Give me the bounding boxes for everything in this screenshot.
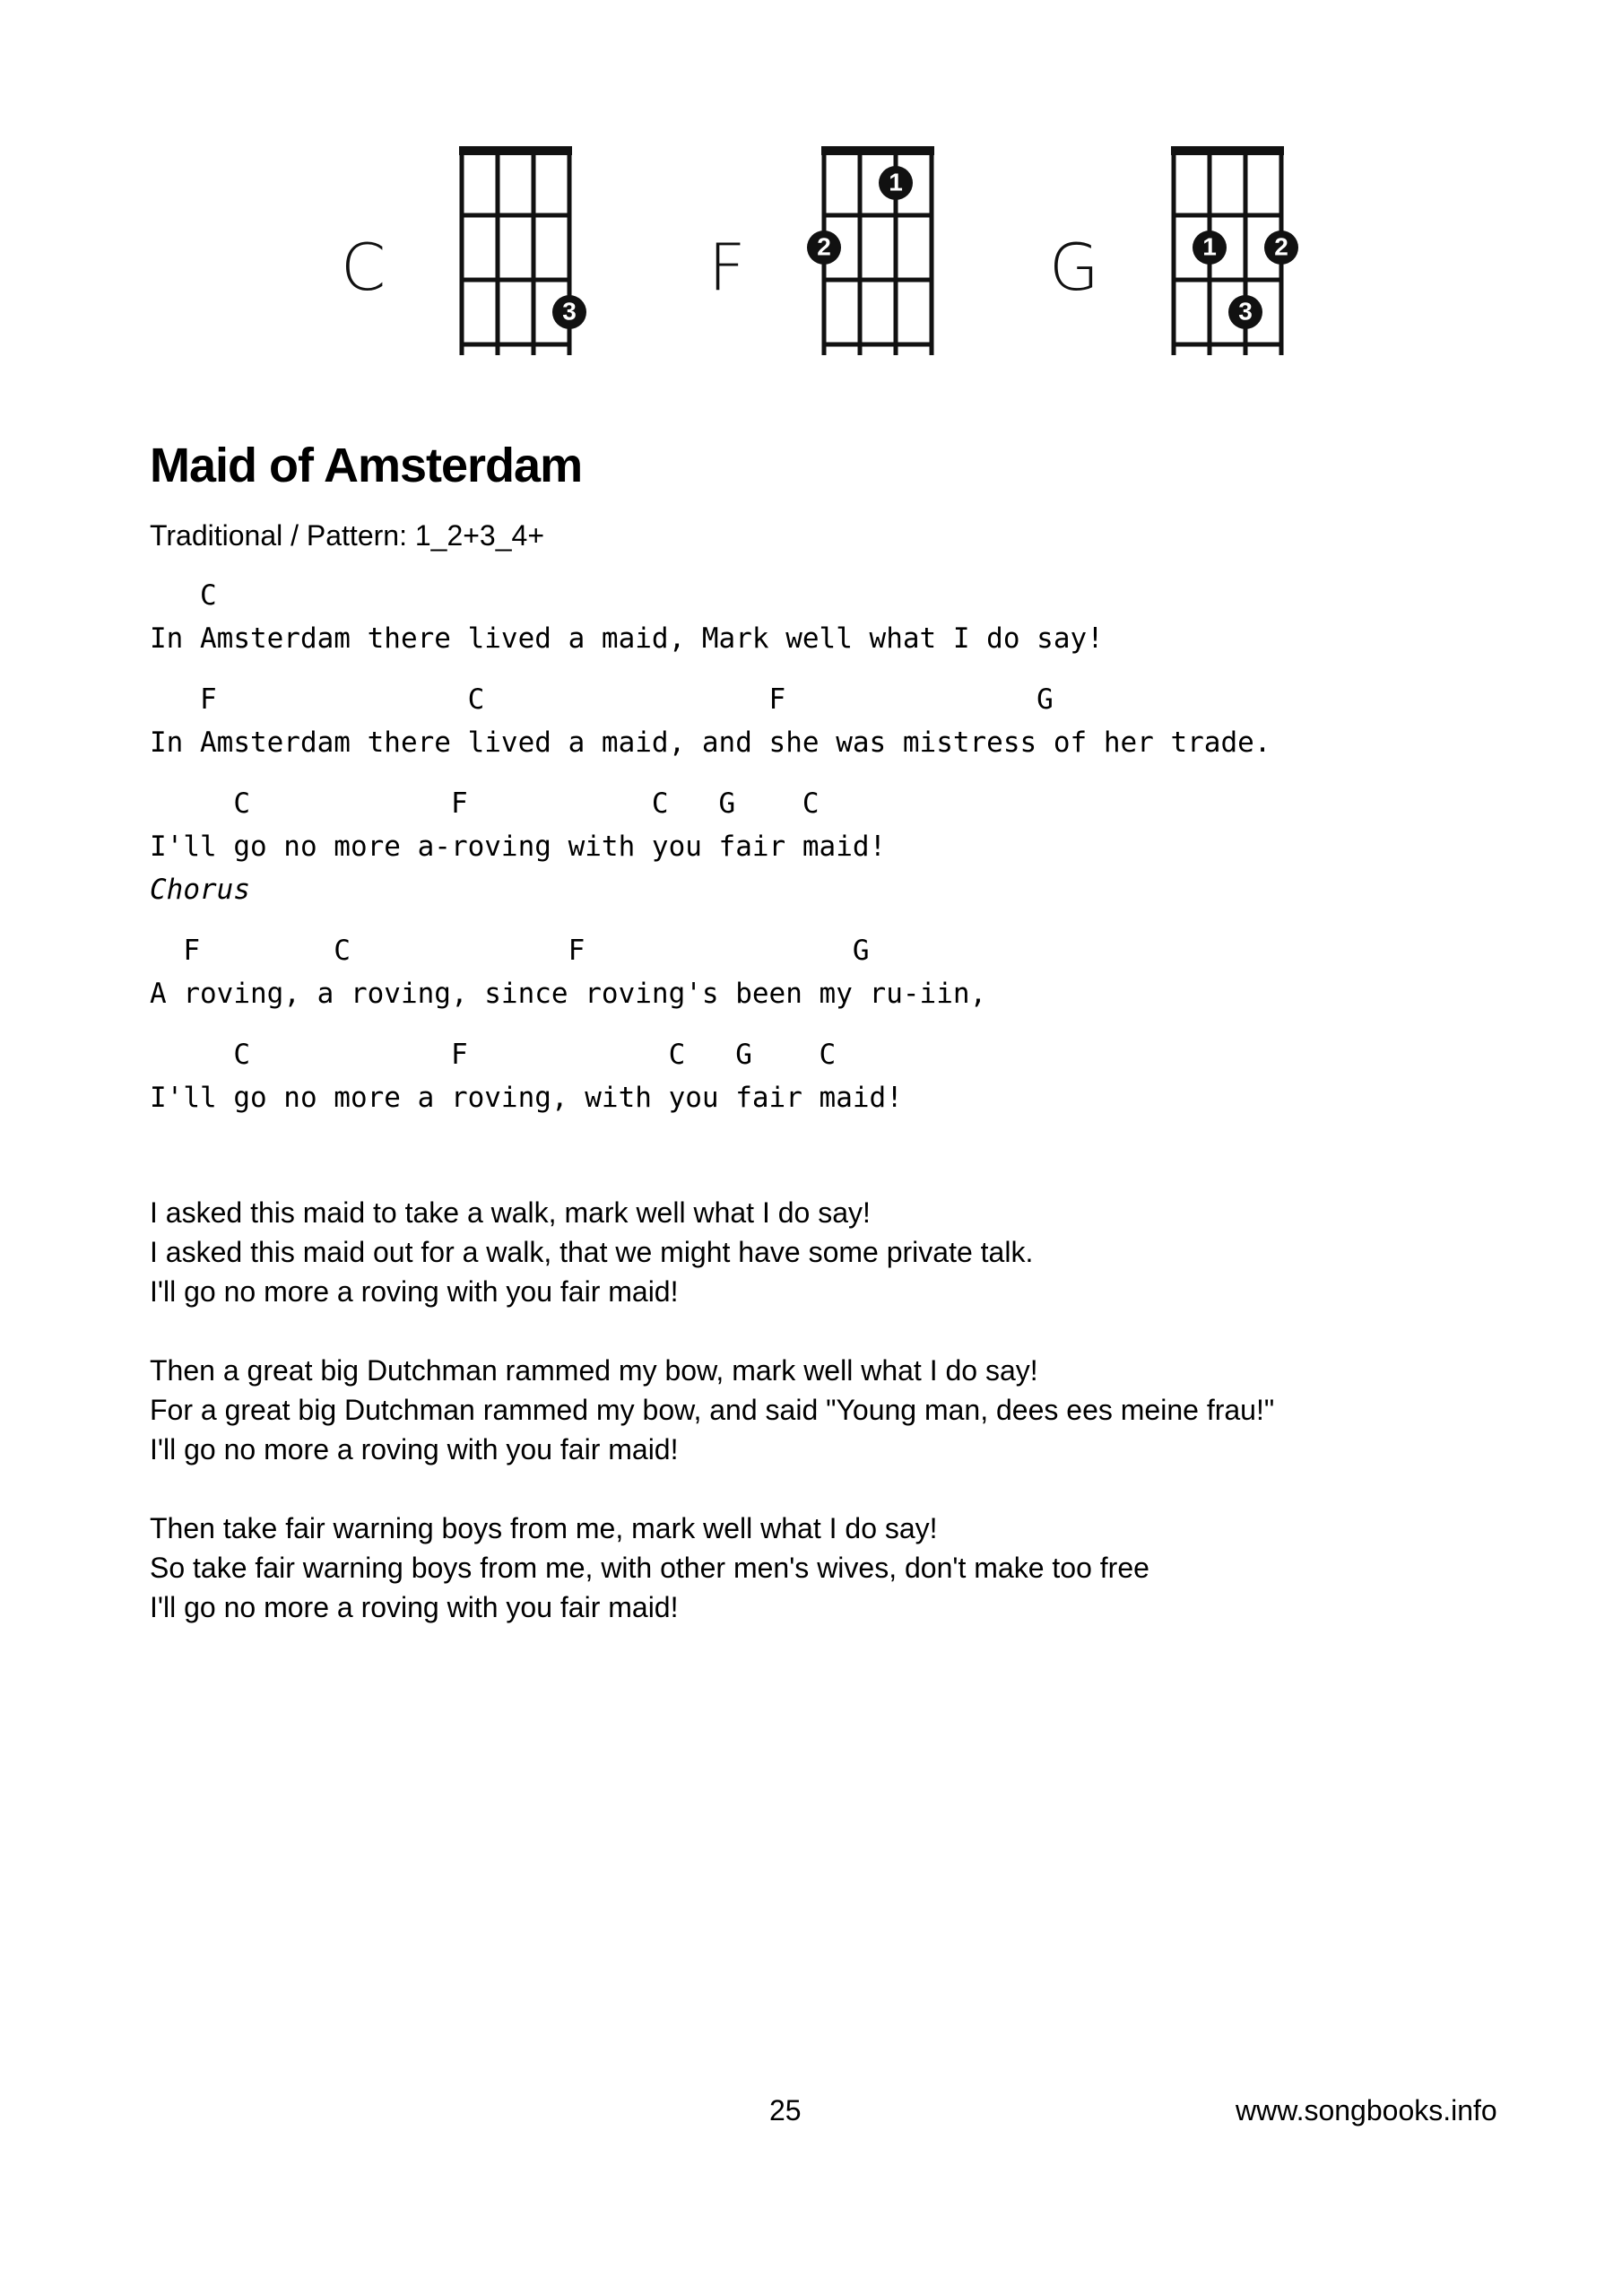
chord-line: C bbox=[150, 579, 217, 612]
verse-line: I asked this maid out for a walk, that we might have some private talk. bbox=[150, 1236, 1034, 1268]
chord-sheet bbox=[150, 574, 1271, 1137]
finger-dot bbox=[1193, 230, 1227, 265]
lyric-line: A roving, a roving, since roving's been my ru-iin, bbox=[150, 978, 987, 1010]
verse-line: So take fair warning boys from me, with other men's wives, don't make too free bbox=[150, 1552, 1149, 1584]
finger-number: 1 bbox=[889, 168, 903, 196]
finger-dot bbox=[807, 230, 841, 265]
nut bbox=[459, 146, 572, 155]
verse-line: Then a great big Dutchman rammed my bow, mark well what I do say! bbox=[150, 1354, 1038, 1387]
finger-dot bbox=[1264, 230, 1298, 265]
chord-diagram-c bbox=[448, 144, 592, 368]
lyric-line: I'll go no more a roving, with you fair maid! bbox=[150, 1082, 903, 1114]
verse-line: I'll go no more a roving with you fair maid! bbox=[150, 1433, 679, 1465]
lyric-line: In Amsterdam there lived a maid, and she was mistress of her trade. bbox=[150, 726, 1271, 759]
finger-number: 2 bbox=[817, 232, 831, 261]
chord-diagrams bbox=[0, 0, 1622, 386]
lyric-line: In Amsterdam there lived a maid, Mark well what I do say! bbox=[150, 622, 1104, 655]
chord-name-f: F bbox=[708, 230, 746, 305]
verse-line: I'll go no more a roving with you fair maid! bbox=[150, 1591, 679, 1623]
finger-number: 3 bbox=[1238, 297, 1253, 326]
verses bbox=[150, 1193, 1274, 1666]
page-number: 25 bbox=[769, 2094, 802, 2126]
chord-line: C F C G C bbox=[150, 1039, 837, 1071]
nut bbox=[1171, 146, 1284, 155]
chord-diagram-g bbox=[1160, 144, 1304, 368]
song-subtitle: Traditional / Pattern: 1_2+3_4+ bbox=[150, 519, 544, 552]
verse bbox=[150, 1193, 1274, 1311]
chord-line: F C F G bbox=[150, 935, 870, 967]
verse-line: For a great big Dutchman rammed my bow, and said "Young man, dees ees meine frau!" bbox=[150, 1394, 1275, 1426]
chord-line: C F C G C bbox=[150, 787, 820, 820]
finger-dot bbox=[879, 166, 913, 200]
chord-diagram-f bbox=[811, 144, 954, 368]
finger-number: 2 bbox=[1274, 232, 1288, 261]
section-label-chorus: Chorus bbox=[150, 874, 250, 906]
chord-name-g: G bbox=[1049, 230, 1099, 305]
verse bbox=[150, 1351, 1274, 1469]
finger-dot bbox=[1228, 295, 1262, 329]
finger-number: 1 bbox=[1202, 232, 1217, 261]
chord-name-c: C bbox=[341, 230, 386, 305]
site-url: www.songbooks.info bbox=[1236, 2094, 1497, 2126]
song-title: Maid of Amsterdam bbox=[150, 439, 583, 492]
chord-line: F C F G bbox=[150, 683, 1054, 716]
nut bbox=[821, 146, 934, 155]
verse-line: Then take fair warning boys from me, mark well what I do say! bbox=[150, 1512, 938, 1544]
finger-number: 3 bbox=[562, 297, 577, 326]
finger-dot bbox=[552, 295, 586, 329]
verse-line: I'll go no more a roving with you fair maid! bbox=[150, 1275, 679, 1308]
lyric-line: I'll go no more a-roving with you fair maid! bbox=[150, 831, 887, 863]
verse-line: I asked this maid to take a walk, mark well what I do say! bbox=[150, 1196, 871, 1229]
verse bbox=[150, 1509, 1274, 1627]
